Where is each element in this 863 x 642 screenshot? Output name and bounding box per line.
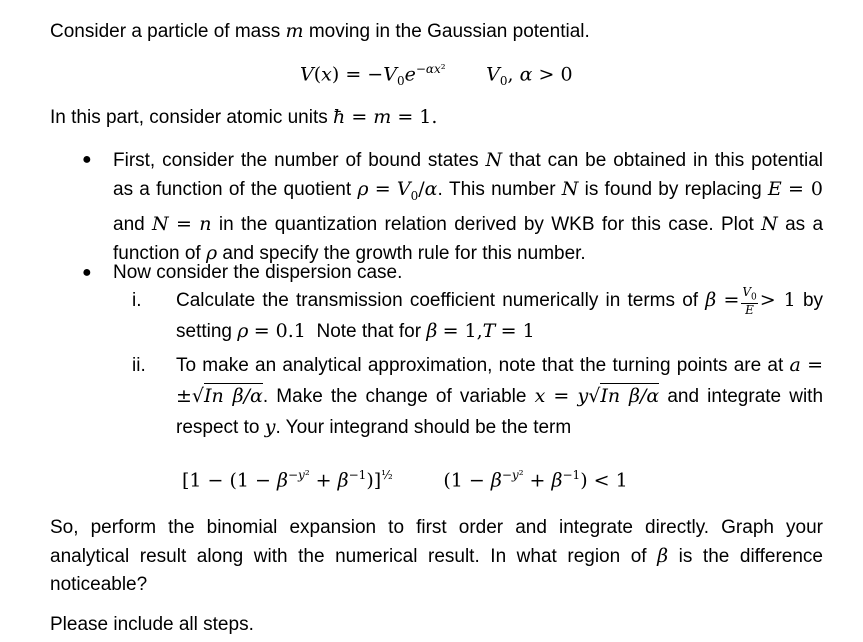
integrand-equation: $[1 - (1 - \beta^{-y^2} + \beta^{-1})]^{\frac{1}{2}}$ $(1 - \beta^{-y^2} + \beta^{-1}) < 1$	[182, 468, 628, 492]
bullet-1-marker: ●	[82, 151, 92, 168]
potential-equation: $V(x) = -V_0e^{-\alpha x^2}$ $V_0$, α > 0	[300, 62, 573, 89]
conclusion-paragraph: So, perform the binomial expansion to first order and integrate directly. Graph your analytical result along with the numerical result. In what region of β is the difference noticeable?	[50, 517, 823, 595]
units-equation: ħ = m = 1.	[333, 106, 438, 128]
item-i-label: i.	[132, 290, 142, 311]
item-ii-label: ii.	[132, 355, 146, 376]
bullet-2-marker: ●	[82, 264, 92, 281]
intro-line	[50, 18, 590, 45]
item-i-text: Calculate the transmission coefficient numerically in terms of β = $\frac{V_0}{E}$ > 1 by setting ρ = 0.1 Note that for β = 1,T = 1	[176, 284, 824, 343]
bullet-2-text: Now consider the dispersion case.	[113, 262, 403, 283]
units-text: In this part, consider atomic units	[50, 107, 328, 128]
intro-text: Consider a particle of mass	[50, 21, 281, 42]
item-ii-text: To make an analytical approximation, note that the turning points are at a = ±√In β/α. Make the change of variable x = y√In β/α and integrate with respect to y. Your integrand should be the term	[176, 354, 824, 438]
mass-symbol: m	[285, 20, 304, 42]
units-line	[50, 104, 437, 131]
bullet-1-text: First, consider the number of bound states N that can be obtained in this potential as a function of the quotient $\rho = V_0/\alpha$. This number N is found by replacing E = 0 and N = n in the quantization relation derived by WKB for this case. Plot N as a function of ρ and specify the growth rule for this number.	[113, 149, 824, 264]
intro-end-text: moving in the Gaussian potential.	[308, 21, 590, 42]
closing-line: Please include all steps.	[50, 614, 254, 635]
